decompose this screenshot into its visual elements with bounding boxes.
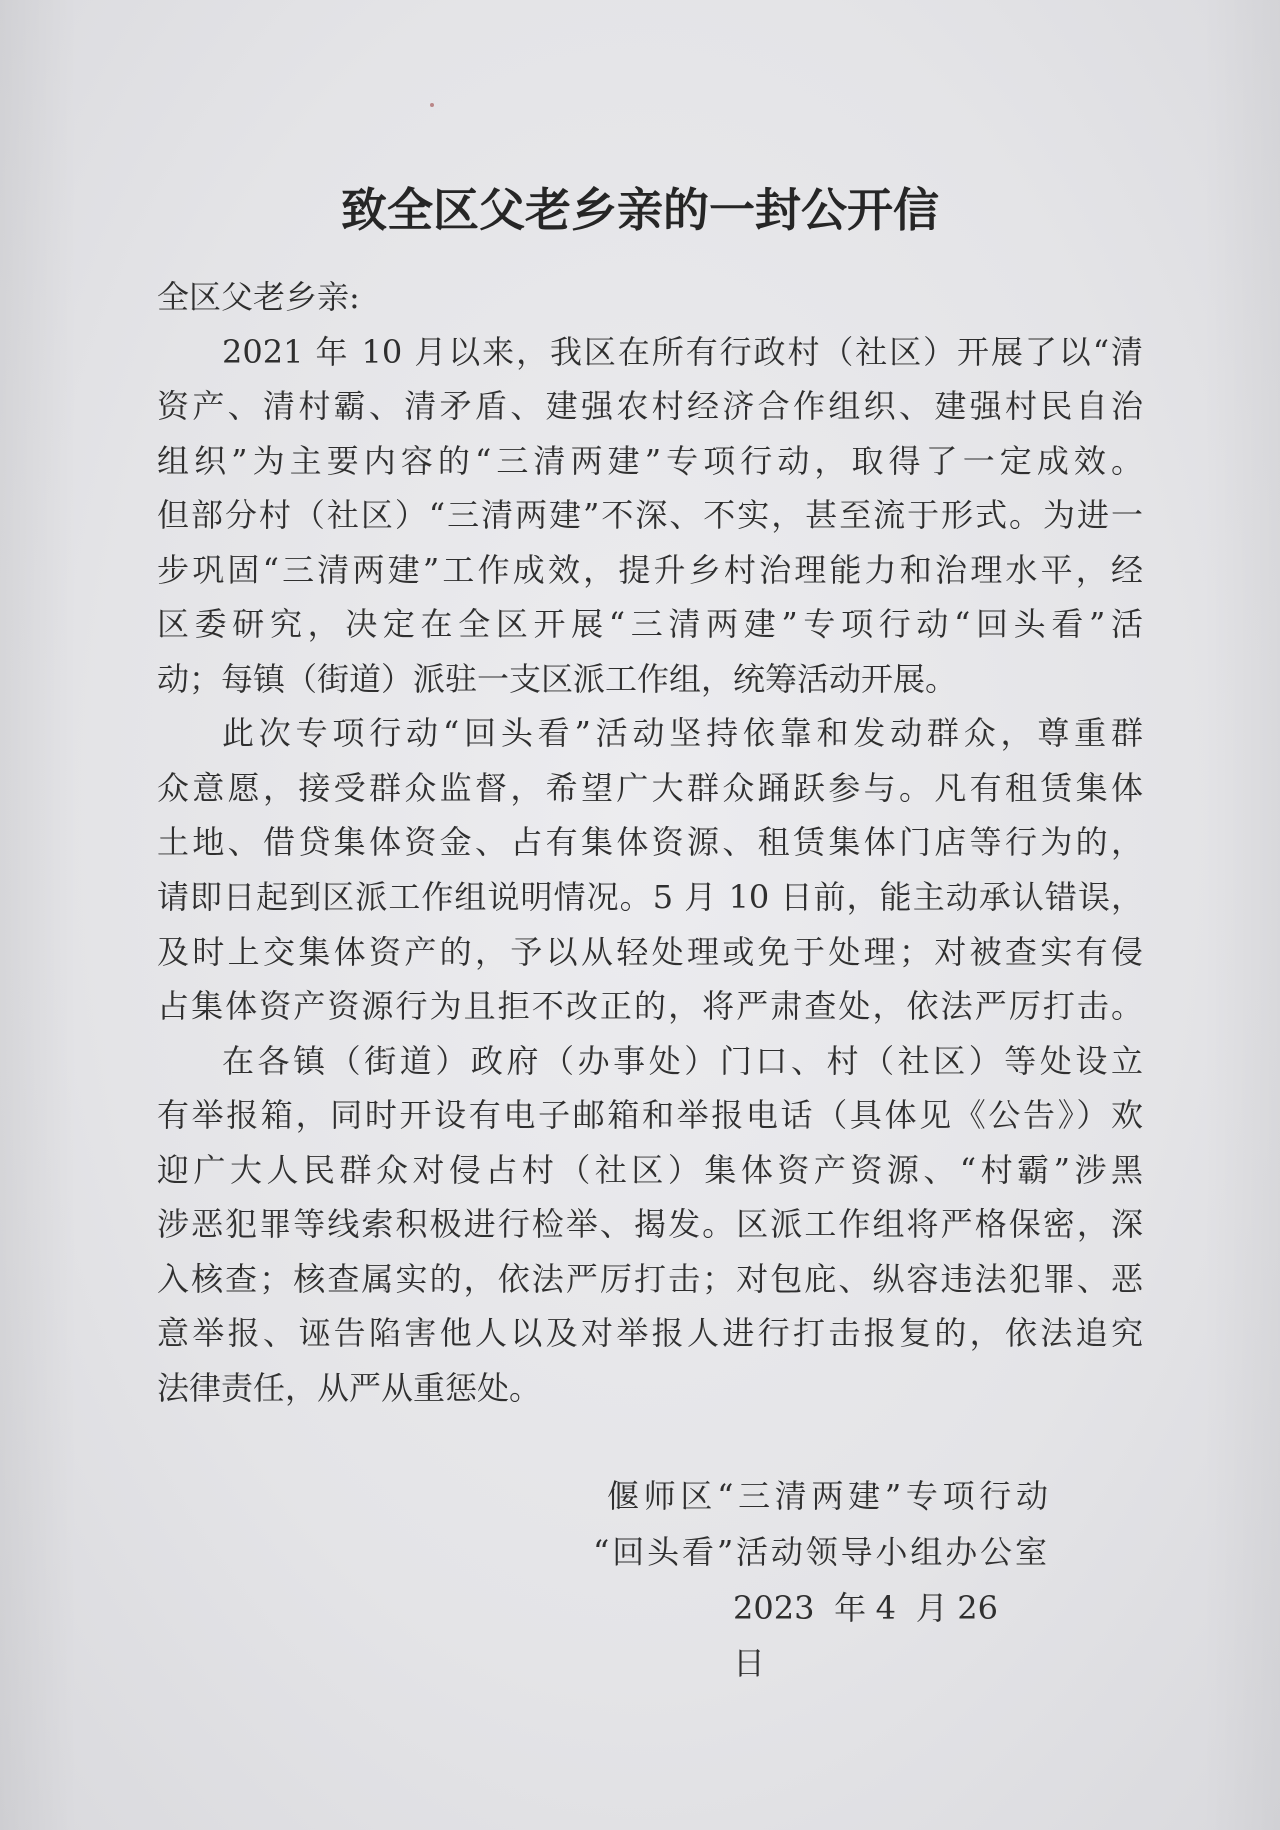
salutation: 全区父老乡亲: [157,278,360,316]
paragraph-1 [157,325,1143,707]
letter-body [157,270,1143,1415]
body-line: 迎广大人民群众对侵占村（社区）集体资产资源、“村霸”涉黑 [157,1150,1143,1189]
body-line: 请即日起到区派工作组说明情况。5 月 10 日前，能主动承认错误， [157,878,1143,917]
body-line: 及时上交集体资产的，予以从轻处理或免于处理；对被查实有侵 [157,932,1143,971]
body-line: 法律责任，从严从重惩处。 [157,1368,542,1407]
body-line: 2021 年 10 月以来，我区在所有行政村（社区）开展了以“清 [222,332,1143,371]
body-line: 动；每镇（街道）派驻一支区派工作组，统筹活动开展。 [157,659,958,698]
signature-office: “回头看”活动领导小组办公室 [593,1533,1047,1571]
body-line: 在各镇（街道）政府（办事处）门口、村（社区）等处设立 [222,1041,1143,1080]
body-line: 土地、借贷集体资金、占有集体资源、租赁集体门店等行为的， [157,823,1143,862]
body-line: 区委研究，决定在全区开展“三清两建”专项行动“回头看”活 [157,605,1143,644]
signature-organization: 偃师区“三清两建”专项行动 [607,1477,1048,1515]
body-line: 但部分村（社区）“三清两建”不深、不实，甚至流于形式。为进一 [157,496,1143,535]
paragraph-2 [157,706,1143,1033]
body-line: 组织”为主要内容的“三清两建”专项行动，取得了一定成效。 [157,441,1143,480]
letter-title: 致全区父老乡亲的一封公开信 [341,183,939,237]
paper-speck [430,103,434,107]
body-line: 涉恶犯罪等线索积极进行检举、揭发。区派工作组将严格保密，深 [157,1205,1143,1244]
body-line: 此次专项行动“回头看”活动坚持依靠和发动群众，尊重群 [222,714,1143,753]
body-line: 意举报、诬告陷害他人以及对举报人进行打击报复的，依法追究 [157,1314,1143,1353]
body-line: 众意愿，接受群众监督，希望广大群众踊跃参与。凡有租赁集体 [157,768,1143,807]
body-line: 入核查；核查属实的，依法严厉打击；对包庇、纵容违法犯罪、恶 [157,1259,1143,1298]
signature-date: 2023 年4 月26 日 [733,1589,998,1682]
body-line: 占集体资产资源行为且拒不改正的，将严肃查处，依法严厉打击。 [157,987,1143,1026]
body-line: 有举报箱，同时开设有电子邮箱和举报电话（具体见《公告》）欢 [157,1096,1143,1135]
body-line: 资产、清村霸、清矛盾、建强农村经济合作组织、建强村民自治 [157,387,1143,426]
body-line: 步巩固“三清两建”工作成效，提升乡村治理能力和治理水平，经 [157,550,1143,589]
paragraph-3 [157,1034,1143,1416]
